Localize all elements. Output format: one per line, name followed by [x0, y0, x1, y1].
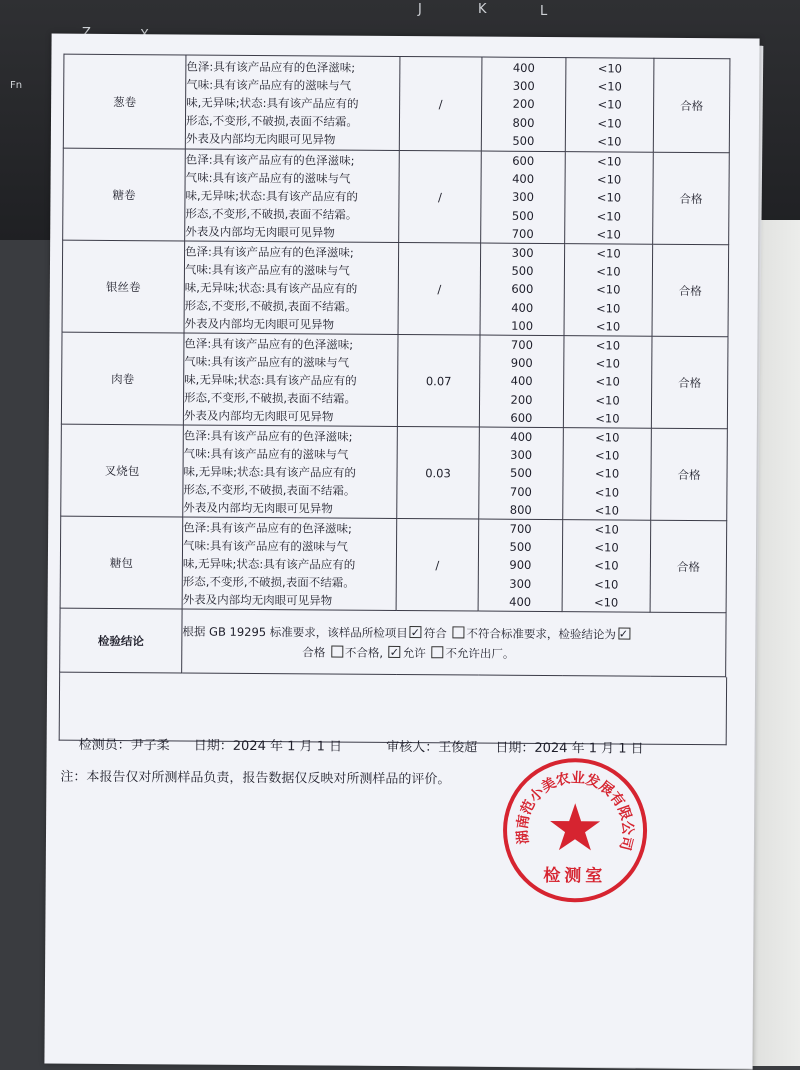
reviewer: 审核人：王俊超: [386, 739, 478, 756]
requirement-line: 外表及内部均无肉眼可见异物: [183, 408, 334, 424]
checkbox-nonconform[interactable]: [452, 626, 464, 638]
requirement-line: 味,无异味;状态:具有该产品应有的: [185, 187, 358, 204]
coliform-value: <10: [595, 338, 621, 353]
coliform-value: <10: [594, 577, 619, 592]
coliform-values: [565, 152, 654, 245]
coliform-value: <10: [596, 172, 622, 187]
coliform-value: <10: [594, 485, 620, 500]
colony-value: 500: [511, 208, 534, 223]
colony-value: 400: [509, 594, 532, 609]
conclusion-row: [60, 608, 726, 677]
test-value: /: [399, 150, 482, 243]
checkbox-allow[interactable]: [389, 645, 401, 657]
coliform-value: <10: [595, 319, 621, 334]
colony-value: 400: [512, 60, 535, 75]
coliform-values: [563, 336, 652, 429]
colony-value: 200: [510, 392, 533, 407]
requirement-line: 气味:具有该产品应有的滋味与气: [186, 76, 352, 93]
colony-value: 900: [510, 355, 533, 371]
coliform-value: <10: [595, 430, 620, 445]
coliform-value: <10: [597, 79, 622, 94]
requirement-line: 形态,不变形,不破损,表面不结霜。: [184, 390, 357, 406]
coliform-value: <10: [593, 595, 619, 610]
requirement-line: 味,无异味;状态:具有该产品应有的: [184, 279, 358, 296]
colony-value: 600: [511, 282, 534, 297]
coliform-value: <10: [594, 558, 619, 573]
signature-line: [79, 734, 739, 758]
colony-value: 800: [512, 115, 535, 130]
colony-value: 900: [509, 558, 532, 573]
sensory-requirement: [185, 55, 400, 150]
colony-value: 600: [512, 153, 535, 168]
requirement-line: 气味:具有该产品应有的滋味与气: [182, 538, 348, 554]
colony-value: 400: [512, 171, 535, 187]
option-nonconform: 不符合标准要求，检验结论为: [466, 626, 616, 642]
colony-values: [478, 519, 563, 612]
coliform-value: <10: [596, 190, 622, 205]
seal-ring-text: 湖南范小美农业发展有限公司: [514, 770, 636, 852]
sensory-requirement: [183, 333, 398, 427]
table-row: [60, 516, 727, 613]
coliform-value: <10: [596, 227, 621, 242]
test-value: /: [399, 56, 482, 151]
coliform-values: [565, 58, 654, 153]
coliform-value: <10: [596, 208, 622, 224]
table-row: [63, 54, 730, 153]
requirement-line: 味,无异味;状态:具有该产品应有的: [182, 556, 356, 572]
coliform-values: [563, 428, 652, 521]
requirement-line: 形态,不变形,不破损,表面不结霜。: [182, 574, 355, 590]
product-name: 葱卷: [63, 54, 186, 149]
colony-value: 300: [510, 448, 533, 463]
option-allow: 允许: [402, 645, 426, 660]
result-verdict: 合格: [653, 58, 730, 153]
coliform-value: <10: [596, 264, 621, 279]
coliform-values: [564, 244, 653, 337]
company-seal: [500, 755, 651, 906]
seal-star-icon: [550, 803, 600, 850]
test-value: /: [396, 519, 479, 612]
sensory-requirement: [185, 149, 400, 243]
colony-values: [479, 335, 564, 428]
table-row: [61, 424, 728, 521]
result-verdict: 合格: [651, 336, 728, 429]
colony-value: 600: [510, 410, 533, 425]
coliform-value: <10: [594, 522, 619, 537]
product-name: 糖包: [60, 516, 183, 609]
requirement-line: 外表及内部均无肉眼可见异物: [182, 592, 333, 608]
sensory-requirement: [183, 425, 398, 519]
colony-value: 200: [512, 97, 535, 112]
colony-value: 300: [509, 576, 532, 591]
requirement-line: 形态,不变形,不破损,表面不结霜。: [185, 112, 359, 129]
checkbox-pass[interactable]: [618, 627, 630, 639]
table-row: [62, 240, 729, 337]
coliform-value: <10: [597, 115, 622, 131]
checkbox-conform[interactable]: [410, 626, 422, 638]
colony-values: [480, 243, 565, 336]
product-name: 肉卷: [61, 332, 184, 425]
colony-values: [481, 57, 566, 152]
conclusion-text: [182, 609, 726, 677]
requirement-line: 形态,不变形,不破损,表面不结霜。: [185, 205, 358, 222]
coliform-value: <10: [596, 246, 621, 261]
test-value: 0.03: [397, 427, 480, 520]
coliform-value: <10: [594, 503, 619, 518]
colony-value: 700: [509, 521, 532, 536]
colony-value: 700: [509, 484, 532, 499]
requirement-line: 色泽:具有该产品应有的色泽滋味;: [186, 58, 356, 75]
colony-value: 500: [511, 263, 534, 279]
requirement-line: 色泽:具有该产品应有的色泽滋味;: [183, 520, 352, 536]
checkbox-fail[interactable]: [331, 645, 343, 657]
sensory-requirement: [182, 517, 397, 611]
requirement-line: 味,无异味;状态:具有该产品应有的: [184, 372, 357, 388]
coliform-value: <10: [597, 134, 622, 149]
result-verdict: 合格: [653, 152, 730, 245]
requirement-line: 色泽:具有该产品应有的色泽滋味;: [184, 336, 354, 352]
colony-value: 400: [510, 374, 533, 389]
key-label: K: [478, 2, 487, 17]
colony-value: 300: [511, 245, 534, 260]
result-verdict: 合格: [651, 428, 728, 521]
result-verdict: 合格: [652, 244, 729, 337]
coliform-value: <10: [595, 392, 620, 408]
option-fail: 不合格,: [344, 645, 384, 660]
requirement-line: 形态,不变形,不破损,表面不结霜。: [183, 482, 356, 498]
requirement-line: 外表及内部均无肉眼可见异物: [184, 315, 335, 332]
seal-center-text: 检测室: [543, 865, 607, 887]
coliform-values: [562, 520, 651, 613]
table-row: [63, 148, 730, 245]
test-value: 0.07: [397, 334, 480, 427]
colony-value: 300: [512, 78, 535, 94]
requirement-line: 气味:具有该产品应有的滋味与气: [183, 446, 349, 462]
requirement-line: 外表及内部均无肉眼可见异物: [183, 500, 333, 516]
colony-value: 300: [511, 190, 534, 205]
requirement-line: 气味:具有该产品应有的滋味与气: [184, 261, 350, 278]
test-value: /: [398, 242, 481, 335]
colony-value: 100: [511, 318, 534, 333]
colony-values: [479, 427, 564, 520]
colony-value: 800: [509, 502, 532, 517]
colony-value: 500: [509, 540, 532, 555]
coliform-value: <10: [597, 97, 622, 112]
table-row: [61, 332, 728, 429]
option-pass: 合格: [302, 644, 326, 660]
coliform-value: <10: [595, 356, 621, 371]
product-name: 银丝卷: [62, 240, 185, 333]
coliform-value: <10: [594, 540, 619, 555]
coliform-value: <10: [596, 282, 621, 297]
requirement-line: 气味:具有该产品应有的滋味与气: [185, 169, 351, 186]
requirement-line: 味,无异味;状态:具有该产品应有的: [183, 464, 357, 480]
review-date: 日期：2024 年 1 月 1 日: [495, 740, 644, 757]
conclusion-standard-text: 根据 GB 19295 标准要求，该样品所检项目: [182, 624, 408, 640]
requirement-line: 味,无异味;状态:具有该产品应有的: [186, 94, 359, 111]
colony-value: 400: [510, 429, 533, 444]
report-page: [44, 34, 759, 1069]
key-label: L: [540, 4, 548, 19]
coliform-value: <10: [597, 61, 623, 76]
option-deny: 不允许出厂。: [445, 645, 515, 661]
option-conform: 符合: [423, 625, 447, 640]
coliform-value: <10: [594, 448, 620, 463]
requirement-line: 色泽:具有该产品应有的色泽滋味;: [185, 151, 355, 168]
conclusion-label: 检验结论: [60, 608, 182, 673]
product-name: 糖卷: [63, 148, 186, 241]
coliform-value: <10: [595, 411, 620, 426]
requirement-line: 形态,不变形,不破损,表面不结霜。: [184, 297, 357, 314]
report-note: 注：本报告仅对所测样品负责，报告数据仅反映对所测样品的评价。: [60, 769, 451, 788]
product-name: 叉烧包: [61, 424, 184, 517]
coliform-value: <10: [595, 374, 620, 389]
colony-value: 400: [511, 300, 534, 315]
key-label: Fn: [10, 80, 23, 91]
requirement-line: 色泽:具有该产品应有的色泽滋味;: [183, 428, 353, 444]
inspection-table: [59, 54, 730, 678]
requirement-line: 色泽:具有该产品应有的色泽滋味;: [185, 243, 354, 260]
requirement-line: 气味:具有该产品应有的滋味与气: [184, 354, 350, 370]
checkbox-deny[interactable]: [431, 646, 443, 658]
colony-value: 700: [511, 226, 534, 241]
inspect-date: 日期：2024 年 1 月 1 日: [193, 738, 343, 755]
coliform-value: <10: [596, 300, 621, 316]
coliform-value: <10: [597, 154, 622, 169]
sensory-requirement: [184, 241, 399, 335]
colony-value: 500: [510, 466, 533, 481]
result-verdict: 合格: [650, 520, 727, 613]
key-label: J: [418, 2, 422, 17]
colony-values: [481, 151, 566, 244]
requirement-line: 外表及内部均无肉眼可见异物: [185, 223, 335, 240]
coliform-value: <10: [594, 466, 620, 481]
inspector: 检测员：尹子柔: [78, 737, 170, 754]
colony-value: 700: [510, 337, 533, 352]
colony-value: 500: [512, 133, 535, 148]
requirement-line: 外表及内部均无肉眼可见异物: [185, 130, 336, 147]
